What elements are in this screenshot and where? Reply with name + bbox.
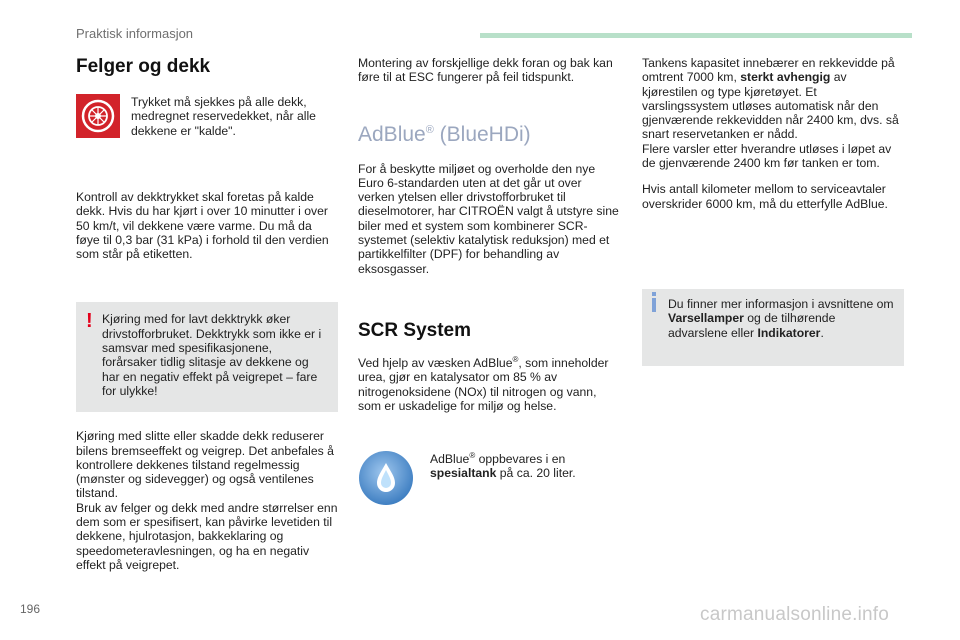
tire-pressure-note <box>76 94 338 148</box>
info-icon <box>652 298 656 312</box>
service-interval-text: Hvis antall kilometer mellom to serviceavtaler overskrider 6000 km, må du etterfylle AdBlue. <box>642 182 888 211</box>
warnings-text: Flere varsler etter hverandre utløses i løpet av de gjenværende 2400 km før tanken er tom. <box>642 141 892 171</box>
column-middle <box>358 56 620 506</box>
tire-size-text: Bruk av felger og dekk med andre størrelser enn dem som er spesifisert, kan påvirke levetiden til dekkene, hjulrotasjon, bakkeklaring og speedometeravlesningen, og ha en negativ effekt på veigrepet. <box>76 500 338 572</box>
warning-icon: ! <box>86 310 93 333</box>
section-title-scr: SCR System <box>358 319 471 341</box>
header-accent-line <box>480 33 912 38</box>
mixed-tires-text: Montering av forskjellige dekk foran og bak kan føre til at ESC fungerer på feil tidspunkt. <box>358 56 613 85</box>
tire-note-text: Trykket må sjekkes på alle dekk, medregnet reservedekket, når alle dekkene er "kalde". <box>131 95 316 138</box>
watermark-text: carmanualsonline.info <box>700 604 890 625</box>
info-text: Du finner mer informasjon i avsnittene om Varsellamper og de tilhørende advarslene eller Indikatorer. <box>668 296 894 340</box>
info-box <box>642 289 904 366</box>
tire-check-text: Kontroll av dekktrykket skal foretas på kalde dekk. Hvis du har kjørt i over 10 minutter i over 50 km/t, vil dekkene være varme. Du må da føye til 0,3 bar (31 kPa) i forhold til den verdien som står på etiketten. <box>76 190 329 262</box>
section-title-adblue: AdBlue® (BlueHDi) <box>358 122 531 146</box>
page-number: 196 <box>20 602 41 616</box>
scr-description-text: Ved hjelp av væsken AdBlue®, som inneholder urea, gjør en katalysator om 85 % av nitrogenoksidene (NOx) til nitrogen og vann, som er uskadelige for miljø og helse. <box>358 354 609 413</box>
tire-icon <box>76 94 120 138</box>
adblue-drop-icon <box>358 450 414 506</box>
worn-tires-text: Kjøring med slitte eller skadde dekk reduserer bilens bremseeffekt og veigrep. Det anbefales å kontrollere dekkenes tilstand regelmessig (mønster og sidevegger) og også ventilenes tilstand. <box>76 429 334 501</box>
adblue-intro-text: For å beskytte miljøet og overholde den nye Euro 6-standarden uten at det går ut over verken ytelsen eller drivstofforbruket til dieselmotorer, har CITROËN valgt å utstyre sine biler med et system som kombinerer SCR-systemet (selektiv katalytisk reduksjon) med et partikkelfilter (DPF) for behandling av eksosgasser. <box>358 161 619 276</box>
column-left <box>76 56 338 572</box>
section-title-tires: Felger og dekk <box>76 56 211 77</box>
range-text: Tankens kapasitet innebærer en rekkevidde på omtrent 7000 km, sterkt avhengig av kjørestilen og type kjøretøyet. Et varslingssystem utløses automatisk når den gjenværende rekkevidden når 2400 km, dvs. så snart reservetanken er nådd. <box>642 56 899 142</box>
page-header-title: Praktisk informasjon <box>76 26 194 41</box>
adblue-tank-note <box>358 450 620 506</box>
warning-text: Kjøring med for lavt dekktrykk øker drivstofforbruket. Dekktrykk som ikke er i samsvar med spesifikasjonene, forårsaker tidlig slitasje av dekkene og har en negativ effekt på veigrepet – fare for ulykke! <box>102 312 322 398</box>
warning-box <box>76 302 338 412</box>
column-right <box>642 56 904 366</box>
adblue-tank-text: AdBlue® oppbevares i en spesialtank på ca. 20 liter. <box>430 451 576 481</box>
